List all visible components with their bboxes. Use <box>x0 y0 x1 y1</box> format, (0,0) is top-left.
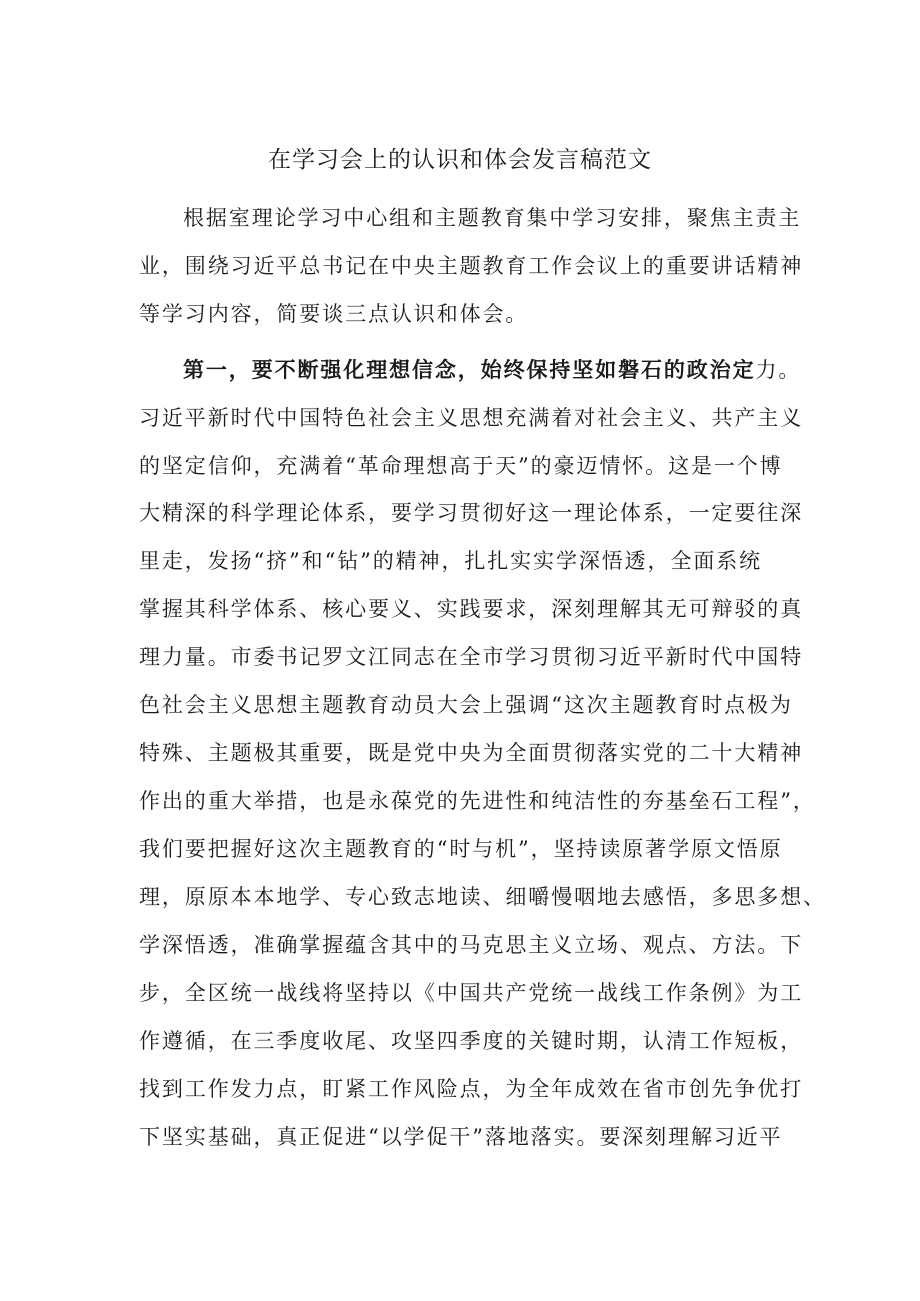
document-title: 在学习会上的认识和体会发言稿范文 <box>268 147 652 173</box>
body-line: 大精深的科学理论体系，要学习贯彻好这一理论体系，一定要往深 <box>139 501 804 525</box>
body-line: 的坚定信仰，充满着“革命理想高于天”的豪迈情怀。这是一个博 <box>139 454 783 478</box>
body-line: 习近平新时代中国特色社会主义思想充满着对社会主义、共产主义 <box>139 406 804 430</box>
body-line: 里走，发扬“挤”和“钻”的精神，扎扎实实学深悟透，全面系统 <box>139 549 763 573</box>
body-line: 作遵循，在三季度收尾、攻坚四季度的关键时期，认清工作短板， <box>139 1029 804 1053</box>
body-line: 步，全区统一战线将坚持以《中国共产党统一战线工作条例》为工 <box>139 981 804 1005</box>
section-heading <box>183 355 801 385</box>
body-line: 掌握其科学体系、核心要义、实践要求，深刻理解其无可辩驳的真 <box>139 597 804 621</box>
body-line: 特殊、主题极其重要，既是党中央为全面贯彻落实党的二十大精神 <box>139 741 804 765</box>
body-line: 学深悟透，准确掌握蕴含其中的马克思主义立场、观点、方法。下 <box>139 933 804 957</box>
intro-line-3: 等学习内容，简要谈三点认识和体会。 <box>139 302 529 326</box>
section-heading-tail: 力。 <box>755 358 802 382</box>
body-line: 作出的重大举措，也是永葆党的先进性和纯洁性的夯基垒石工程”， <box>139 789 816 813</box>
body-line: 理力量。市委书记罗文江同志在全市学习贯彻习近平新时代中国特 <box>139 645 804 669</box>
intro-line-2: 业，围绕习近平总书记在中央主题教育工作会议上的重要讲话精神 <box>139 254 804 278</box>
intro-line-1: 根据室理论学习中心组和主题教育集中学习安排，聚焦主责主 <box>183 206 802 230</box>
body-line: 我们要把握好这次主题教育的“时与机”，坚持读原著学原文悟原 <box>139 837 783 861</box>
body-line: 下坚实基础，真正促进“以学促干”落地落实。要深刻理解习近平 <box>139 1125 783 1149</box>
section-heading-bold: 第一，要不断强化理想信念，始终保持坚如磐石的政治定 <box>183 358 756 382</box>
body-line: 理，原原本本地学、专心致志地读、细嚼慢咽地去感悟，多思多想、 <box>139 885 826 909</box>
body-line: 找到工作发力点，盯紧工作风险点，为全年成效在省市创先争优打 <box>139 1077 804 1101</box>
body-line: 色社会主义思想主题教育动员大会上强调“这次主题教育时点极为 <box>139 693 793 717</box>
